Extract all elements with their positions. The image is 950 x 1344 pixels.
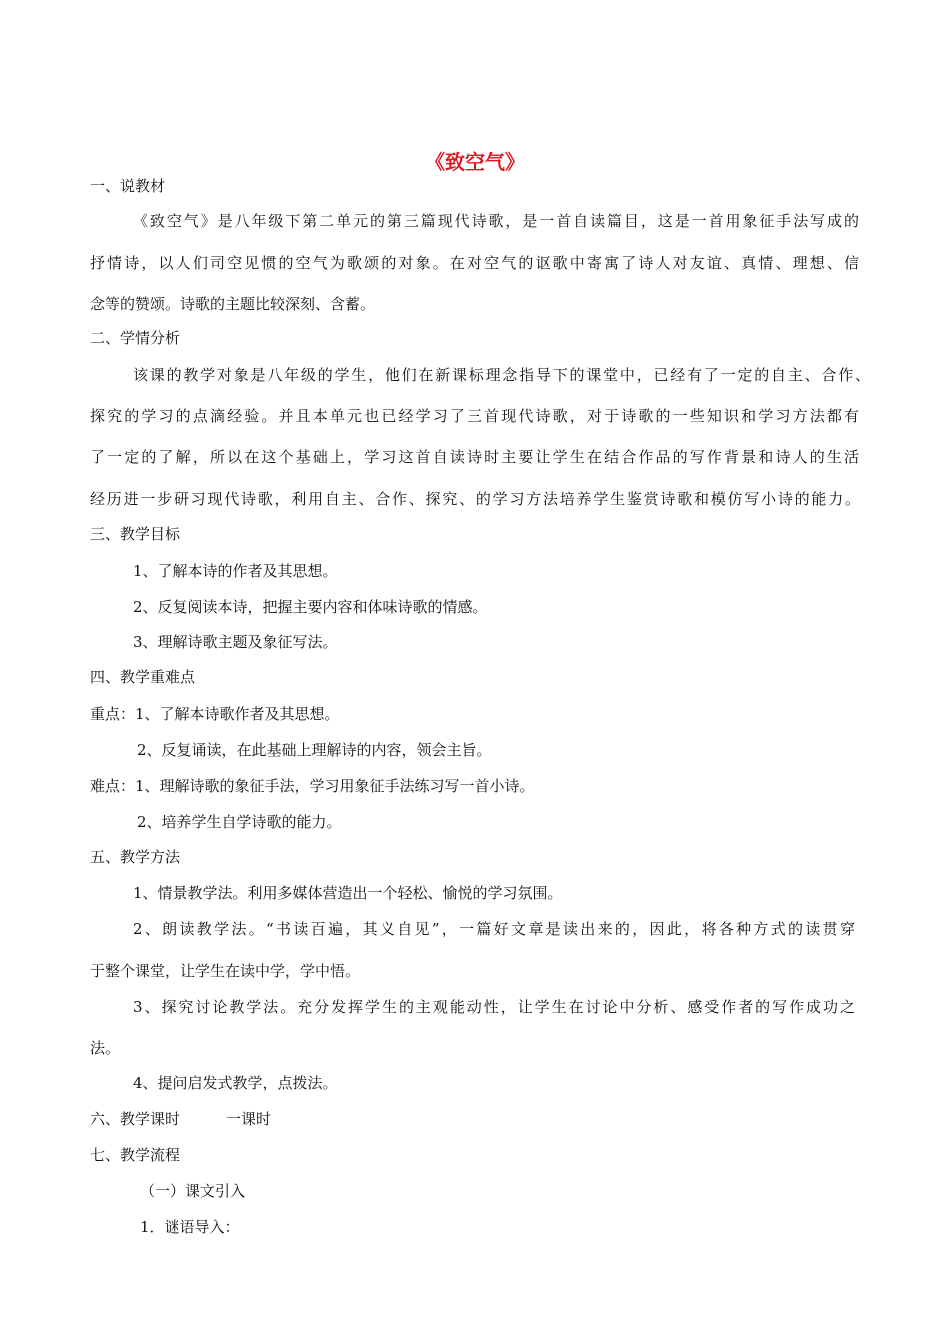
section-heading-3: 三、教学目标 (90, 525, 181, 543)
method-item-continued: 于整个课堂，让学生在读中学，学中悟。 (90, 962, 361, 980)
method-item: 1、情景教学法。利用多媒体营造出一个轻松、愉悦的学习氛围。 (133, 884, 563, 902)
paragraph-line: 《致空气》是八年级下第二单元的第三篇现代诗歌，是一首自读篇目，这是一首用象征手法写成的 (133, 212, 859, 230)
difficulty-line: 难点：1、理解诗歌的象征手法，学习用象征手法练习写一首小诗。 (90, 777, 535, 795)
list-item: 2、反复阅读本诗，把握主要内容和体味诗歌的情感。 (133, 598, 488, 616)
paragraph-line: 该课的教学对象是八年级的学生，他们在新课标理念指导下的课堂中，已经有了一定的自主、合作、 (133, 366, 870, 384)
list-item: 3、理解诗歌主题及象征写法。 (133, 633, 338, 651)
key-point-line: 2、反复诵读，在此基础上理解诗的内容，领会主旨。 (137, 741, 492, 759)
section-heading-4: 四、教学重难点 (90, 668, 196, 686)
section-heading-2: 二、学情分析 (90, 329, 181, 347)
paragraph-line: 了一定的了解，所以在这个基础上，学习这首自读诗时主要让学生在结合作品的写作背景和诗人的生活 (90, 448, 859, 466)
method-item: 2、朗读教学法。“书读百遍，其义自见”，一篇好文章是读出来的，因此，将各种方式的读贯穿 (133, 920, 855, 938)
list-item: 1、了解本诗的作者及其思想。 (133, 562, 338, 580)
subsection-heading: （一）课文引入 (140, 1182, 246, 1200)
document-title: 《致空气》 (425, 150, 525, 174)
difficulty-line: 2、培养学生自学诗歌的能力。 (137, 813, 342, 831)
method-item: 3、探究讨论教学法。充分发挥学生的主观能动性，让学生在讨论中分析、感受作者的写作成功之 (133, 998, 855, 1016)
step-item: 1．谜语导入： (140, 1218, 240, 1236)
paragraph-line: 探究的学习的点滴经验。并且本单元也已经学习了三首现代诗歌，对于诗歌的一些知识和学习方法都有 (90, 407, 859, 425)
section-heading-7: 七、教学流程 (90, 1146, 181, 1164)
paragraph-line: 经历进一步研习现代诗歌，利用自主、合作、探究、的学习方法培养学生鉴赏诗歌和模仿写小诗的能力。 (90, 490, 860, 508)
section-heading-6: 六、教学课时 (90, 1110, 181, 1128)
paragraph-line: 抒情诗，以人们司空见惯的空气为歌颂的对象。在对空气的讴歌中寄寓了诗人对友谊、真情、理想、信 (90, 254, 859, 272)
section-heading-5: 五、教学方法 (90, 848, 181, 866)
section-heading-1: 一、说教材 (90, 177, 166, 195)
class-hours-value: 一课时 (226, 1110, 272, 1128)
method-item: 4、提问启发式教学，点拨法。 (133, 1074, 338, 1092)
key-point-line: 重点：1、了解本诗歌作者及其思想。 (90, 705, 340, 723)
method-item-continued: 法。 (90, 1039, 121, 1057)
paragraph-line: 念等的赞颂。诗歌的主题比较深刻、含蓄。 (90, 295, 376, 313)
